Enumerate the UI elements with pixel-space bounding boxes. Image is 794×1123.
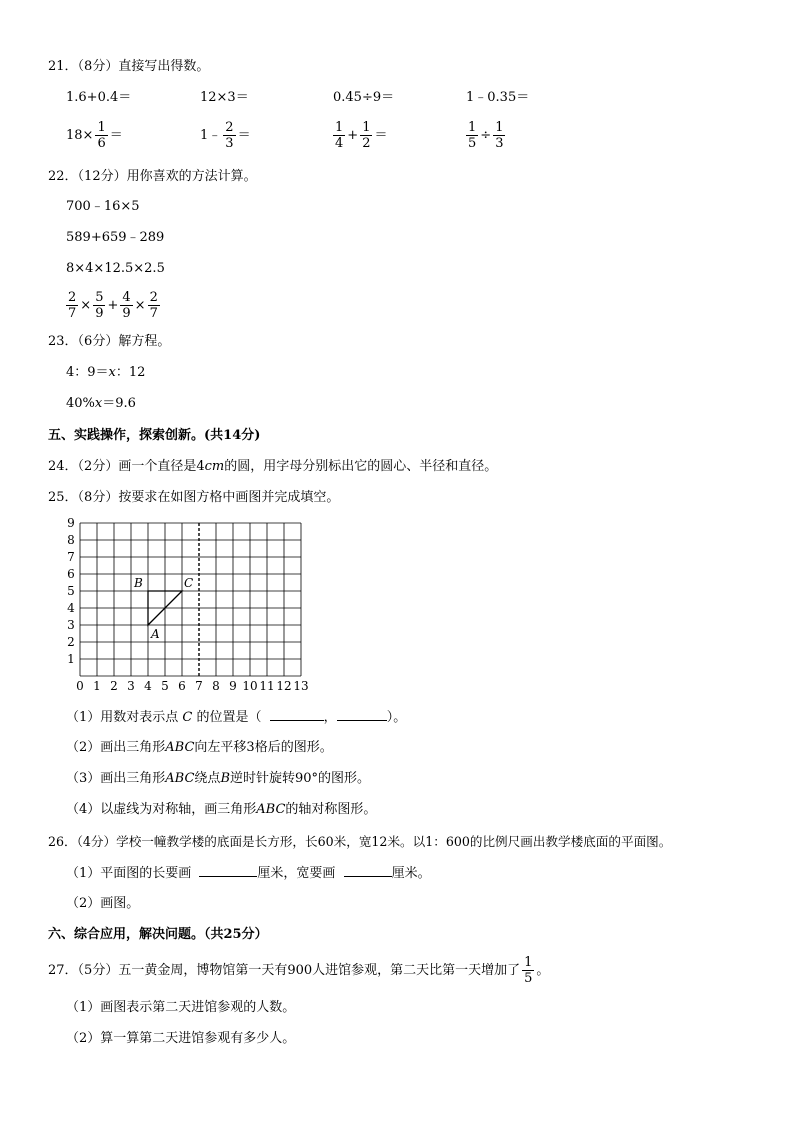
q22-expr-2: 589+659﹣289	[66, 230, 165, 245]
point-label-a: A	[151, 627, 160, 641]
text: （1）平面图的长要画	[66, 866, 192, 881]
x-tick-label: 5	[161, 679, 169, 693]
y-tick-label: 3	[67, 618, 75, 632]
point-label-b: B	[134, 576, 143, 590]
text: 的轴对称图形。	[285, 802, 377, 817]
unit: cm	[204, 459, 225, 474]
q22-expr-4	[64, 290, 162, 321]
y-tick-label: 2	[67, 635, 75, 649]
variable: B	[220, 771, 230, 786]
text: 27．（5分）五一黄金周，博物馆第一天有900人进馆参观，第二天比第一天增加了	[48, 962, 521, 978]
q23-heading: 23．（6分）解方程。	[48, 334, 171, 349]
x-tick-label: 4	[144, 679, 152, 693]
q21-item-6	[200, 120, 251, 151]
fraction: $\frac{1}{5}$	[468, 120, 477, 151]
q22-heading: 22．（12分）用你喜欢的方法计算。	[48, 169, 257, 184]
text: （4）以虚线为对称轴，画三角形	[66, 802, 257, 817]
q25-sub-4	[66, 801, 376, 819]
q21-item-7	[331, 120, 387, 151]
variable: ABC	[165, 740, 195, 755]
operator: +	[347, 127, 359, 143]
x-tick-label: 9	[229, 679, 237, 693]
x-tick-label: 0	[76, 679, 84, 693]
y-tick-label: 7	[67, 550, 75, 564]
q25-sub-3	[66, 770, 370, 788]
text: （2）画出三角形	[66, 740, 166, 755]
point-label-c: C	[184, 576, 194, 590]
q27-heading	[48, 955, 549, 986]
x-tick-label: 11	[259, 679, 275, 693]
text: ＝	[374, 127, 388, 143]
text: 40%	[66, 396, 95, 411]
q22-expr-3: 8×4×12.5×2.5	[66, 261, 165, 276]
text: ：12	[115, 365, 146, 380]
text: ，	[323, 710, 337, 725]
y-tick-label: 8	[67, 533, 75, 547]
q25-heading: 25．（8分）按要求在如图方格中画图并完成填空。	[48, 490, 340, 505]
text: （1）用数对表示点	[66, 710, 179, 725]
x-tick-label: 10	[242, 679, 258, 693]
variable: ABC	[165, 771, 195, 786]
variable: ABC	[256, 802, 286, 817]
y-tick-label: 4	[67, 601, 75, 615]
text: 18×	[66, 127, 94, 143]
fraction: $\frac{2}{3}$	[225, 120, 234, 151]
operator: +	[107, 297, 119, 313]
x-tick-label: 3	[127, 679, 135, 693]
x-tick-label: 8	[212, 679, 220, 693]
fraction: $\frac{5}{9}$	[95, 290, 104, 321]
answer-blank[interactable]	[199, 864, 257, 877]
section-5-title: 五、实践操作，探索创新。(共14分)	[48, 428, 261, 443]
section-6-title: 六、综合应用，解决问题。（共25分）	[48, 927, 268, 942]
q21-item-2: 12×3＝	[200, 90, 249, 105]
q22-expr-1: 700﹣16×5	[66, 199, 140, 214]
text: ＝	[109, 127, 123, 143]
fraction: $\frac{2}{7}$	[149, 290, 158, 321]
q21-item-5	[66, 120, 123, 151]
q24-text	[48, 458, 497, 476]
fraction: $\frac{1}{3}$	[495, 120, 504, 151]
q26-sub-2: （2）画图。	[66, 896, 140, 911]
q26-sub-1	[66, 864, 431, 883]
coordinate-grid	[58, 518, 318, 696]
fraction: $\frac{1}{4}$	[335, 120, 344, 151]
text: 的圆，用字母分别标出它的圆心、半径和直径。	[224, 459, 498, 474]
text: 向左平移3格后的图形。	[194, 740, 333, 755]
text: 。	[536, 962, 550, 978]
y-tick-label: 6	[67, 567, 75, 581]
text: 逆时针旋转90°的图形。	[230, 771, 371, 786]
text: 的位置是（	[196, 710, 262, 725]
x-tick-label: 12	[276, 679, 292, 693]
fraction: $\frac{4}{9}$	[122, 290, 131, 321]
q25-sub-2	[66, 739, 333, 757]
answer-blank[interactable]	[337, 708, 387, 721]
q25-sub-1	[66, 708, 406, 727]
x-tick-label: 1	[93, 679, 101, 693]
fraction: $\frac{1}{5}$	[524, 955, 533, 986]
q23-eq-2	[66, 395, 136, 413]
x-tick-label: 7	[195, 679, 203, 693]
q21-item-1: 1.6+0.4＝	[66, 90, 132, 105]
text: 厘米。	[391, 866, 431, 881]
operator: ÷	[480, 127, 492, 143]
fraction: $\frac{1}{2}$	[362, 120, 371, 151]
text: 24．（2分）画一个直径是4	[48, 459, 205, 474]
y-tick-label: 1	[67, 652, 75, 666]
x-tick-label: 6	[178, 679, 186, 693]
operator: ×	[80, 297, 92, 313]
variable: x	[94, 396, 103, 411]
q21-heading: 21．（8分）直接写出得数。	[48, 59, 210, 74]
fraction: $\frac{1}{6}$	[97, 120, 106, 151]
q21-item-3: 0.45÷9＝	[333, 90, 395, 105]
answer-blank[interactable]	[344, 864, 392, 877]
q27-sub-2: （2）算一算第二天进馆参观有多少人。	[66, 1031, 296, 1046]
q27-sub-1: （1）画图表示第二天进馆参观的人数。	[66, 1000, 296, 1015]
q26-heading: 26．（4分）学校一幢教学楼的底面是长方形，长60米，宽12米。以1：600的比例尺画出教学楼底面的平面图。	[48, 834, 672, 849]
text: （3）画出三角形	[66, 771, 166, 786]
operator: ×	[134, 297, 146, 313]
variable: x	[108, 365, 116, 380]
text: 绕点	[194, 771, 221, 786]
text: 1﹣	[200, 127, 222, 143]
text: ）。	[386, 710, 407, 725]
q23-eq-1	[66, 364, 145, 382]
y-tick-label: 9	[67, 518, 75, 530]
y-tick-label: 5	[67, 584, 75, 598]
text: ＝	[237, 127, 251, 143]
x-tick-label: 13	[293, 679, 309, 693]
variable: C	[182, 710, 193, 725]
text: 厘米，宽要画	[257, 866, 336, 881]
text: ＝9.6	[102, 396, 136, 411]
q21-item-4: 1﹣0.35＝	[466, 90, 530, 105]
q21-item-8	[464, 120, 507, 151]
x-tick-label: 2	[110, 679, 118, 693]
text: 4：9＝	[66, 365, 109, 380]
fraction: $\frac{2}{7}$	[68, 290, 77, 321]
answer-blank[interactable]	[270, 708, 324, 721]
